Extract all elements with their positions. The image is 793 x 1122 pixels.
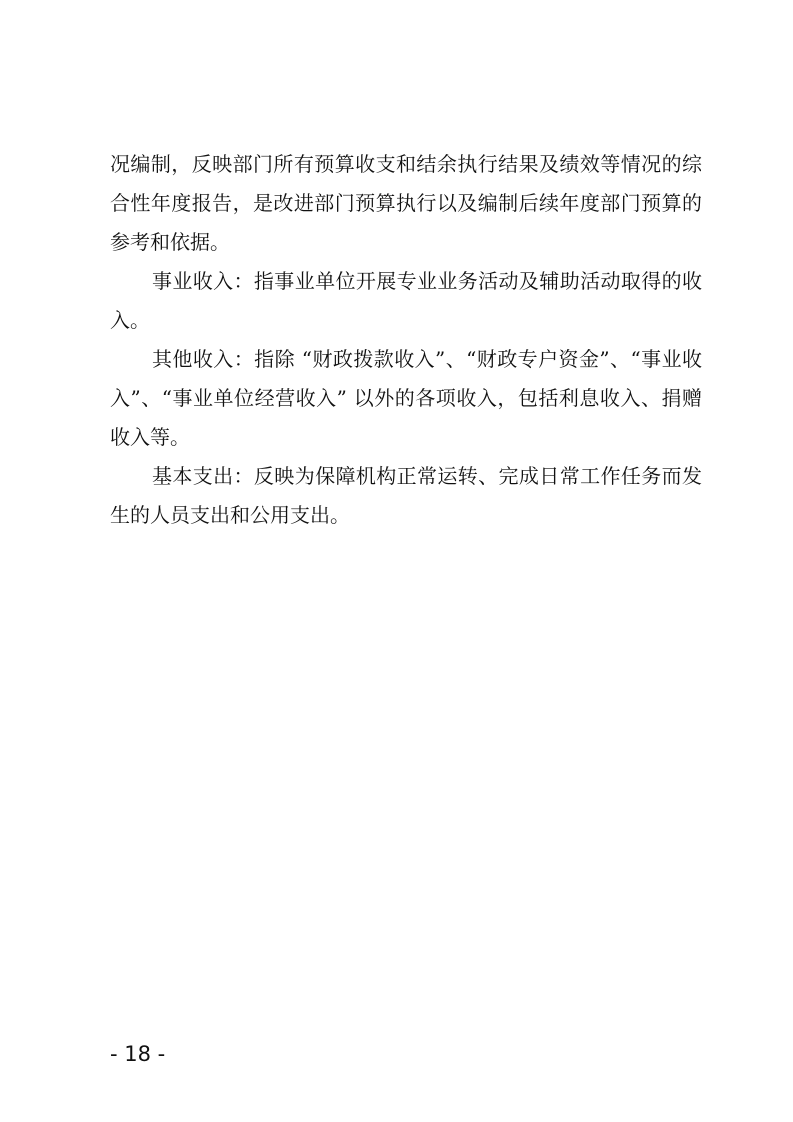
text-line: 况编制，反映部门所有预算收支和结余执行结果及绩效等情况的综 bbox=[110, 152, 702, 176]
text-line: 事业收入：指事业单位开展专业业务活动及辅助活动取得的收 bbox=[152, 269, 702, 293]
text-line: 收入等。 bbox=[110, 425, 190, 449]
text-line: 参考和依据。 bbox=[110, 230, 230, 254]
paragraph-other-income bbox=[110, 340, 702, 457]
document-body bbox=[110, 145, 702, 535]
text-line: 生的人员支出和公用支出。 bbox=[110, 503, 350, 527]
paragraph-continuation bbox=[110, 145, 702, 262]
page-number: - 18 - bbox=[110, 1042, 166, 1066]
paragraph-basic-expenditure bbox=[110, 457, 702, 535]
text-line: 入。 bbox=[110, 308, 150, 332]
text-line: 合性年度报告，是改进部门预算执行以及编制后续年度部门预算的 bbox=[110, 191, 702, 215]
paragraph-business-income bbox=[110, 262, 702, 340]
text-line: 基本支出：反映为保障机构正常运转、完成日常工作任务而发 bbox=[152, 464, 702, 488]
text-line: 入”、“事业单位经营收入” 以外的各项收入，包括利息收入、捐赠 bbox=[110, 386, 702, 410]
text-line: 其他收入：指除 “财政拨款收入”、“财政专户资金”、“事业收 bbox=[152, 347, 702, 371]
